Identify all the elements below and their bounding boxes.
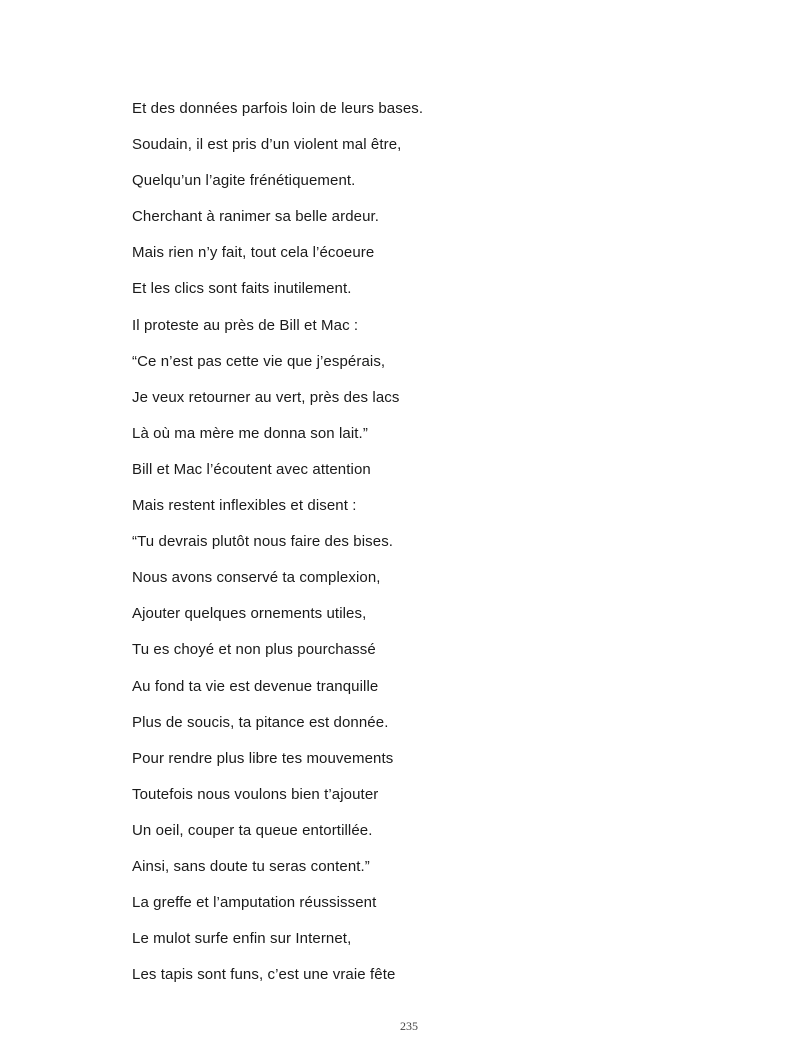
- poem-line: Plus de soucis, ta pitance est donnée.: [132, 713, 389, 731]
- poem-line: Ainsi, sans doute tu seras content.”: [132, 857, 370, 875]
- poem-line: Soudain, il est pris d’un violent mal être,: [132, 136, 402, 154]
- poem-line: Cherchant à ranimer sa belle ardeur.: [132, 208, 380, 226]
- poem-line: Tu es choyé et non plus pourchassé: [132, 641, 376, 659]
- poem-line: Le mulot surfe enfin sur Internet,: [132, 930, 352, 948]
- poem-line: Et les clics sont faits inutilement.: [132, 280, 352, 298]
- poem-line: Ajouter quelques ornements utiles,: [132, 605, 367, 623]
- poem-line: Au fond ta vie est devenue tranquille: [132, 677, 379, 695]
- poem-text: [132, 97, 423, 999]
- page-number: 235: [400, 1019, 418, 1033]
- poem-line: Quelqu’un l’agite frénétiquement.: [132, 172, 356, 190]
- poem-line: Toutefois nous voulons bien t’ajouter: [132, 785, 379, 803]
- poem-line: Un oeil, couper ta queue entortillée.: [132, 821, 373, 839]
- poem-line: Mais rien n’y fait, tout cela l’écoeure: [132, 244, 375, 262]
- poem-line: Mais restent inflexibles et disent :: [132, 497, 357, 515]
- poem-line: Les tapis sont funs, c’est une vraie fête: [132, 966, 396, 984]
- poem-line: Nous avons conservé ta complexion,: [132, 569, 381, 587]
- poem-line: Bill et Mac l’écoutent avec attention: [132, 460, 371, 478]
- poem-line: Et des données parfois loin de leurs bases.: [132, 100, 424, 117]
- poem-line: “Ce n’est pas cette vie que j’espérais,: [132, 352, 386, 370]
- poem-line: Pour rendre plus libre tes mouvements: [132, 749, 394, 767]
- poem-line: Je veux retourner au vert, près des lacs: [132, 388, 400, 406]
- poem-line: “Tu devrais plutôt nous faire des bises.: [132, 533, 394, 551]
- poem-line: Il proteste au près de Bill et Mac :: [132, 316, 359, 334]
- poem-line: Là où ma mère me donna son lait.”: [132, 424, 368, 442]
- poem-line: La greffe et l’amputation réussissent: [132, 894, 377, 912]
